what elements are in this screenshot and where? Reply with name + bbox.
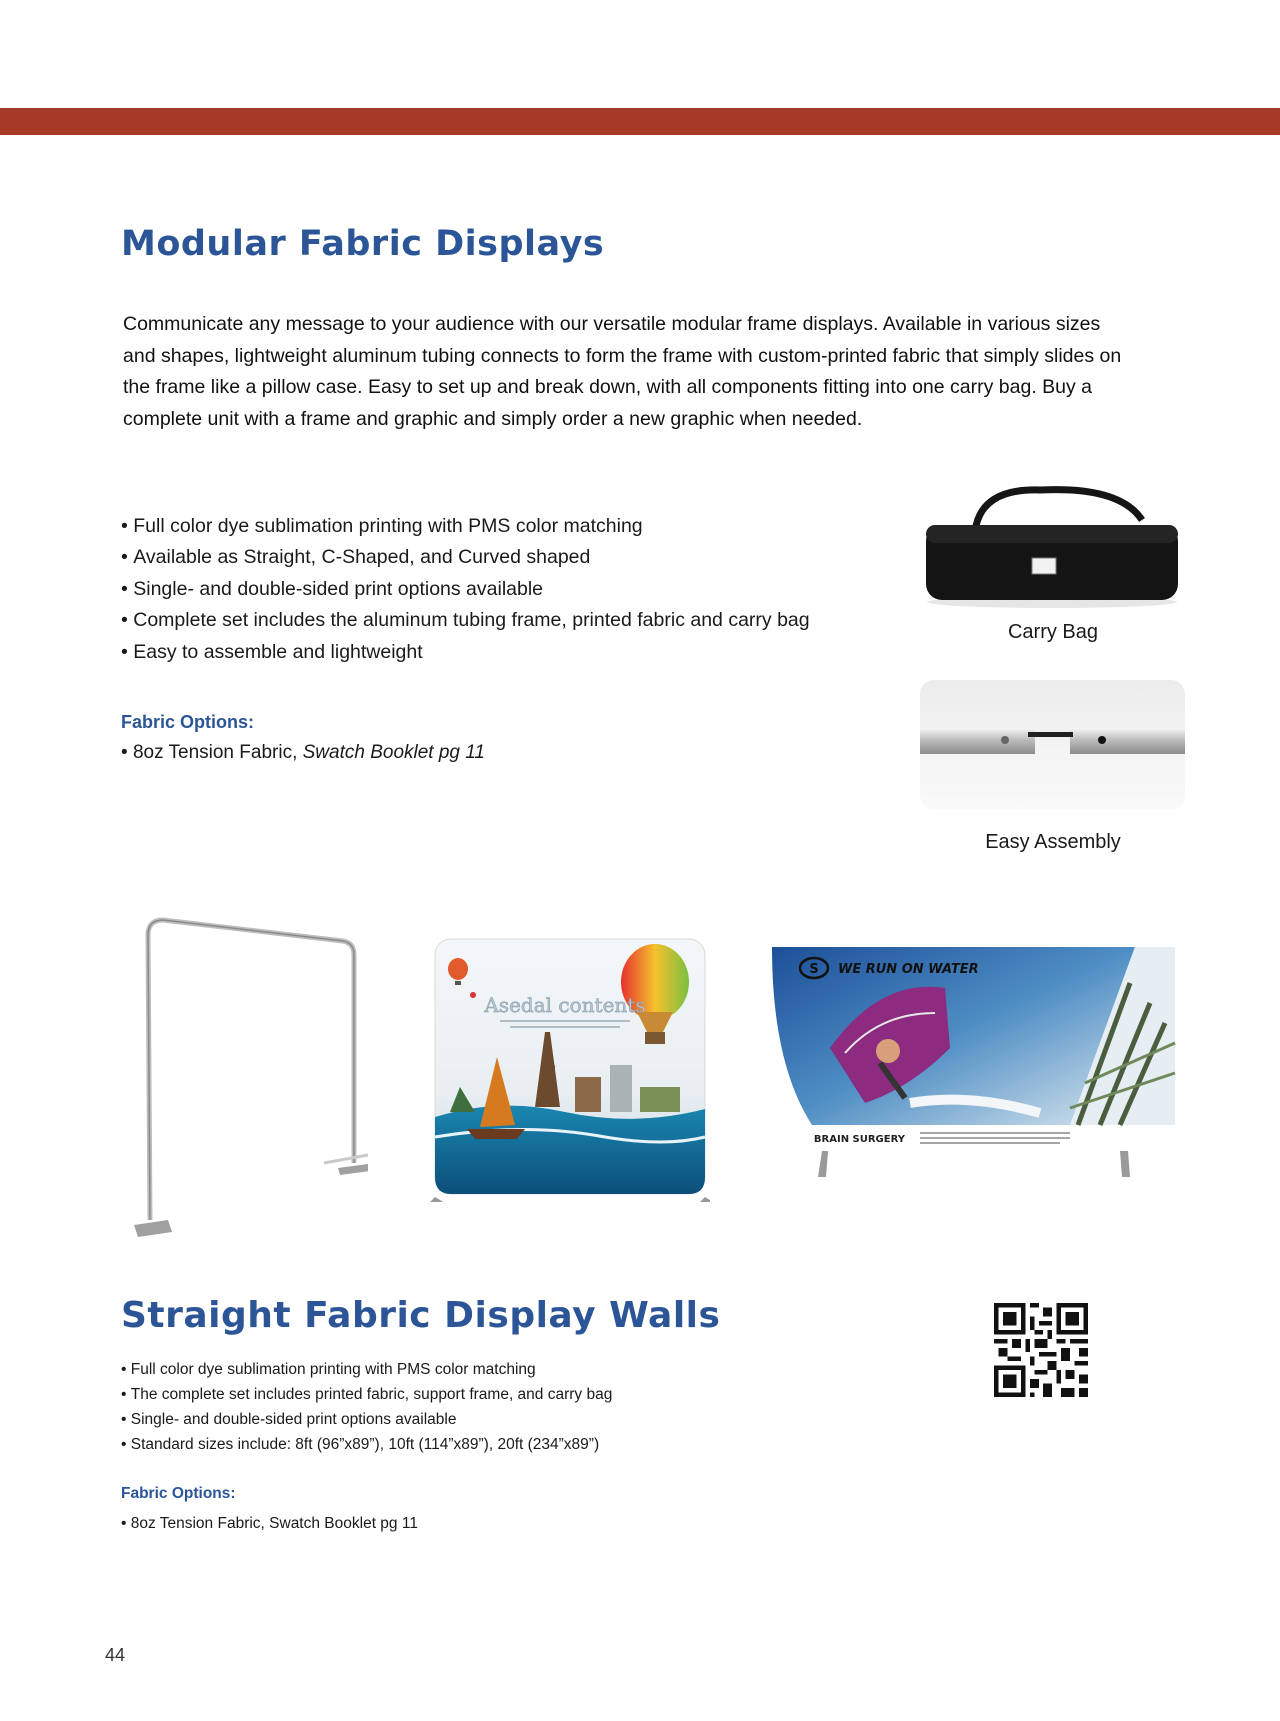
list-item: • Standard sizes include: 8ft (96”x89”), 10ft (114”x89”), 20ft (234”x89”) xyxy=(121,1432,612,1457)
banner-slogan: WE RUN ON WATER xyxy=(838,962,979,977)
fabric-swatch-ref: Swatch Booklet pg 11 xyxy=(302,742,485,763)
carry-bag-image xyxy=(920,480,1185,610)
caption-easy-assembly: Easy Assembly xyxy=(985,831,1121,853)
banner-brand: BRAIN SURGERY xyxy=(813,1134,905,1145)
easy-assembly-image xyxy=(920,680,1185,810)
feature-list-straight xyxy=(121,1357,612,1457)
fabric-options-line xyxy=(121,742,485,764)
brand-logo-letter: S xyxy=(809,962,819,977)
page-number: 44 xyxy=(105,1645,126,1665)
section-title-modular: Modular Fabric Displays xyxy=(121,224,605,264)
qr-code[interactable] xyxy=(994,1303,1088,1397)
list-item: • Single- and double-sided print options available xyxy=(121,574,810,605)
windsurf-banner-image xyxy=(770,943,1180,1183)
fabric-options-label-straight: Fabric Options: xyxy=(121,1485,236,1502)
display-title: Asedal contents xyxy=(484,993,646,1017)
list-item: • Easy to assemble and lightweight xyxy=(121,637,810,668)
intro-paragraph: Communicate any message to your audience with our versatile modular frame displays. Available in various sizes and shapes, lightweight aluminum tubing connects to form the frame with custom-printed fabric that simply slides on the frame like a pillow case. Easy to set up and break down, with all components fitting into one carry bag. Buy a complete unit with a frame and graphic and simply order a new graphic when needed. xyxy=(123,313,1122,430)
feature-list xyxy=(121,511,810,668)
fabric-options-label: Fabric Options: xyxy=(121,712,255,732)
bare-frame-image xyxy=(128,915,368,1240)
list-item: • Complete set includes the aluminum tubing frame, printed fabric and carry bag xyxy=(121,605,810,636)
printed-display-image xyxy=(405,937,710,1202)
fabric-text: 8oz Tension Fabric, xyxy=(132,742,303,763)
list-item: • The complete set includes printed fabric, support frame, and carry bag xyxy=(121,1382,612,1407)
fabric-options-line-straight: • 8oz Tension Fabric, Swatch Booklet pg 11 xyxy=(121,1515,418,1533)
header-accent-bar xyxy=(0,108,1280,135)
list-item: • Full color dye sublimation printing with PMS color matching xyxy=(121,511,810,542)
section-title-straight: Straight Fabric Display Walls xyxy=(121,1295,721,1336)
list-item: • Available as Straight, C-Shaped, and Curved shaped xyxy=(121,542,810,573)
list-item: • Full color dye sublimation printing with PMS color matching xyxy=(121,1357,612,1382)
list-item: • Single- and double-sided print options available xyxy=(121,1407,612,1432)
caption-carry-bag: Carry Bag xyxy=(1007,621,1099,643)
